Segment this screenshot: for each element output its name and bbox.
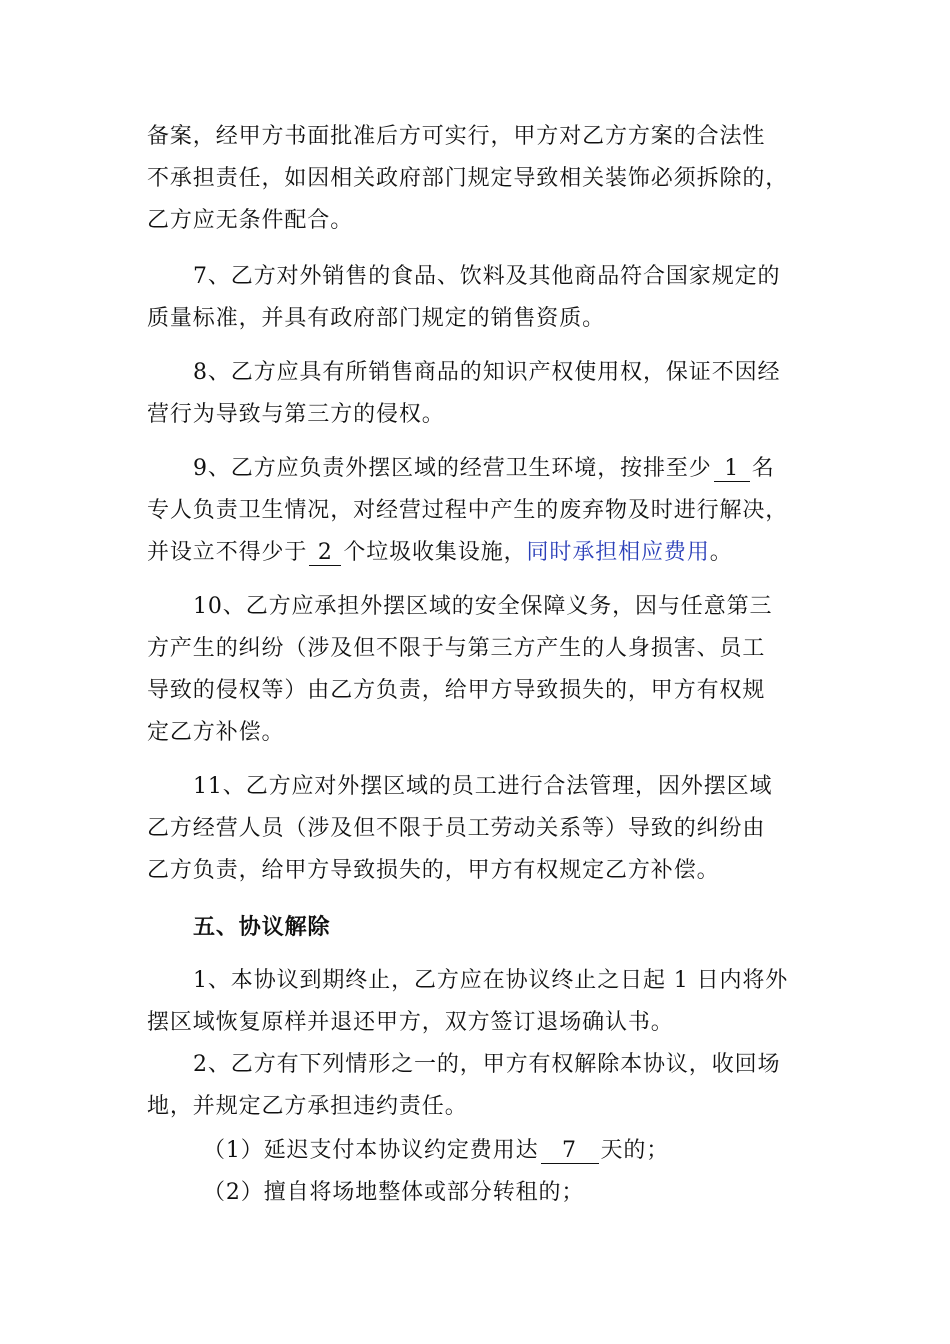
clause-9-text: 并设立不得少于	[147, 540, 308, 565]
clause-9-text: 。	[709, 540, 733, 565]
sub-clause-text: （1）延迟支付本协议约定费用达	[203, 1138, 539, 1163]
termination-clause-2-line: 2、乙方有下列情形之一的，甲方有权解除本协议，收回场	[193, 1052, 781, 1077]
clause-9-line: 专人负责卫生情况，对经营过程中产生的废弃物及时进行解决，	[147, 498, 789, 523]
clause-9-text: 名	[751, 456, 775, 481]
clause-7-line: 7、乙方对外销售的食品、饮料及其他商品符合国家规定的	[193, 264, 781, 289]
termination-clause-1-line: 1、本协议到期终止，乙方应在协议终止之日起 1 日内将外	[193, 968, 789, 993]
clause-10-line: 10、乙方应承担外摆区域的安全保障义务，因与任意第三	[193, 594, 773, 619]
staff-count-blank: 1	[714, 457, 750, 482]
clause-9-text: 个垃圾收集设施，	[343, 540, 527, 565]
termination-clause-1-line: 摆区域恢复原样并退还甲方，双方签订退场确认书。	[147, 1010, 674, 1035]
clause-11-line: 乙方负责，给甲方导致损失的，甲方有权规定乙方补偿。	[147, 858, 720, 883]
clause-10-line: 导致的侵权等）由乙方负责，给甲方导致损失的，甲方有权规	[147, 678, 766, 703]
highlighted-text: 同时承担相应费用	[526, 540, 710, 565]
clause-8-line: 8、乙方应具有所销售商品的知识产权使用权，保证不因经	[193, 360, 781, 385]
clause-11-line: 乙方经营人员（涉及但不限于员工劳动关系等）导致的纠纷由	[147, 816, 766, 841]
clause-9-text: 9、乙方应负责外摆区域的经营卫生环境，按排至少	[193, 456, 712, 481]
clause-9-line	[193, 454, 775, 484]
clause-10-line: 方产生的纠纷（涉及但不限于与第三方产生的人身损害、员工	[147, 636, 766, 661]
termination-clause-2-line: 地，并规定乙方承担违约责任。	[147, 1094, 468, 1119]
clause-9-line	[147, 538, 733, 568]
paragraph-line: 不承担责任，如因相关政府部门规定导致相关装饰必须拆除的，	[147, 166, 789, 191]
bin-count-blank: 2	[309, 541, 341, 566]
paragraph-line: 备案，经甲方书面批准后方可实行，甲方对乙方方案的合法性	[147, 124, 766, 149]
clause-11-line: 11、乙方应对外摆区域的员工进行合法管理，因外摆区域	[193, 774, 773, 799]
section-heading: 五、协议解除	[193, 914, 331, 940]
days-blank: 7	[541, 1139, 599, 1164]
sub-clause-text: 天的；	[600, 1138, 670, 1163]
sub-clause-1	[203, 1136, 669, 1166]
paragraph-line: 乙方应无条件配合。	[147, 208, 354, 233]
clause-8-line: 营行为导致与第三方的侵权。	[147, 402, 445, 427]
clause-7-line: 质量标准，并具有政府部门规定的销售资质。	[147, 306, 606, 331]
sub-clause-2: （2）擅自将场地整体或部分转租的；	[203, 1180, 585, 1205]
clause-10-line: 定乙方补偿。	[147, 720, 285, 745]
